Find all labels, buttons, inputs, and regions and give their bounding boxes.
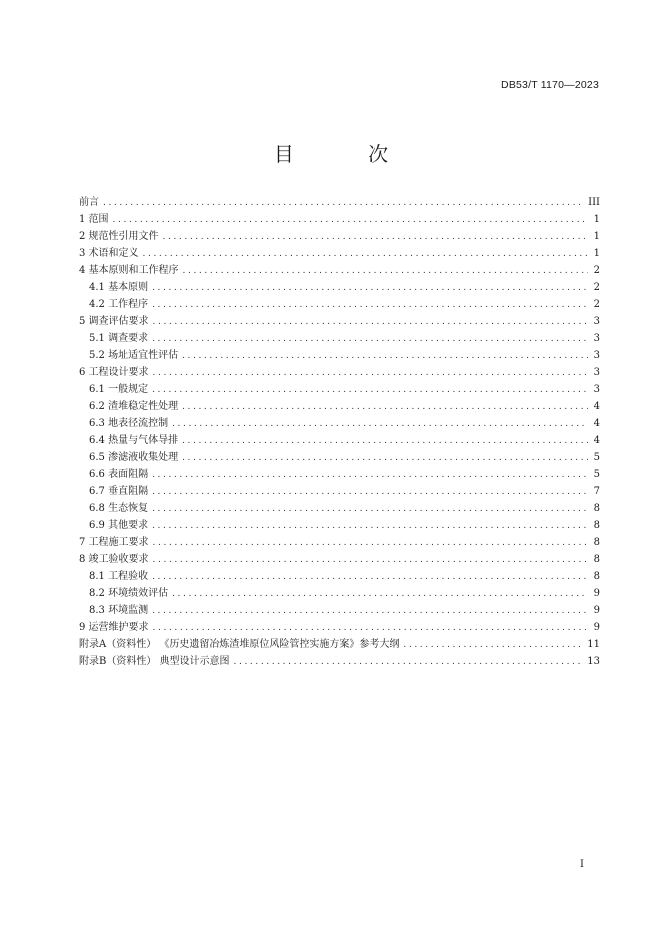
- toc-entry-page: 9: [593, 605, 600, 616]
- toc-entry-label: 8.1 工程验收: [89, 571, 149, 582]
- toc-entry[interactable]: [79, 398, 600, 415]
- toc-dot-leader: [103, 195, 584, 212]
- toc-dot-leader: [143, 246, 588, 263]
- toc-entry[interactable]: [79, 296, 600, 313]
- toc-entry[interactable]: [79, 211, 600, 228]
- toc-entry-page: 2: [593, 265, 600, 276]
- toc-entry-label: 6.3 地表径流控制: [89, 418, 169, 429]
- toc-entry-label: 1 范围: [79, 214, 109, 225]
- toc-entry-page: 8: [593, 503, 600, 514]
- toc-entry-label: 4 基本原则和工作程序: [79, 265, 179, 276]
- toc-entry[interactable]: [79, 415, 600, 432]
- toc-dot-leader: [153, 552, 588, 569]
- toc-dot-leader: [163, 229, 588, 246]
- toc-entry-page: 2: [593, 299, 600, 310]
- toc-entry-page: 5: [593, 452, 600, 463]
- toc-entry[interactable]: [79, 330, 600, 347]
- toc-entry-label: 前言: [79, 197, 99, 208]
- toc-entry-page: 3: [593, 316, 600, 327]
- toc-dot-leader: [152, 501, 588, 518]
- toc-entry[interactable]: [79, 636, 600, 653]
- document-number: DB53/T 1170—2023: [501, 79, 599, 91]
- toc-dot-leader: [172, 416, 588, 433]
- toc-entry[interactable]: [79, 381, 600, 398]
- toc-entry[interactable]: [79, 313, 600, 330]
- toc-entry-page: 2: [593, 282, 600, 293]
- toc-dot-leader: [153, 365, 588, 382]
- toc-entry-label: 7 工程施工要求: [79, 537, 149, 548]
- toc-entry-label: 6.9 其他要求: [89, 520, 149, 531]
- toc-dot-leader: [234, 654, 584, 671]
- toc-entry-label: 4.2 工作程序: [89, 299, 149, 310]
- toc-entry[interactable]: [79, 517, 600, 534]
- toc-entry[interactable]: [79, 449, 600, 466]
- toc-entry[interactable]: [79, 534, 600, 551]
- page-number: I: [580, 859, 584, 870]
- toc-entry-label: 8.3 环境监测: [89, 605, 149, 616]
- toc-entry[interactable]: [79, 619, 600, 636]
- toc-entry-page: III: [588, 197, 600, 208]
- toc-entry-label: 5.1 调查要求: [89, 333, 149, 344]
- toc-entry[interactable]: [79, 500, 600, 517]
- toc-entry-page: 4: [593, 418, 600, 429]
- toc-entry[interactable]: [79, 262, 600, 279]
- toc-entry[interactable]: [79, 602, 600, 619]
- page-title: 目 次: [273, 142, 423, 166]
- toc-dot-leader: [153, 535, 588, 552]
- toc-entry[interactable]: [79, 347, 600, 364]
- toc-entry-page: 7: [593, 486, 600, 497]
- toc-entry-label: 8.2 环境绩效评估: [89, 588, 169, 599]
- toc-entry-label: 4.1 基本原则: [89, 282, 149, 293]
- toc-entry-page: 8: [593, 554, 600, 565]
- toc-entry-page: 1: [593, 248, 600, 259]
- toc-dot-leader: [182, 450, 588, 467]
- toc-entry-page: 3: [593, 384, 600, 395]
- toc-entry-page: 3: [593, 333, 600, 344]
- toc-dot-leader: [152, 382, 588, 399]
- toc-entry-page: 3: [593, 350, 600, 361]
- toc-entry-page: 3: [593, 367, 600, 378]
- toc-entry-label: 9 运营维护要求: [79, 622, 149, 633]
- toc-entry-label: 8 竣工验收要求: [79, 554, 149, 565]
- toc-entry-page: 8: [593, 537, 600, 548]
- toc-entry[interactable]: [79, 653, 600, 670]
- toc-entry-label: 6.7 垂直阻隔: [89, 486, 149, 497]
- toc-entry-page: 11: [587, 639, 600, 650]
- toc-dot-leader: [172, 586, 588, 603]
- toc-dot-leader: [152, 484, 588, 501]
- toc-entry-label: 6 工程设计要求: [79, 367, 149, 378]
- toc-dot-leader: [153, 314, 588, 331]
- toc-entry[interactable]: [79, 228, 600, 245]
- toc-entry[interactable]: [79, 279, 600, 296]
- toc-dot-leader: [113, 212, 588, 229]
- toc-entry-label: 6.5 渗滤液收集处理: [89, 452, 179, 463]
- toc-entry-label: 5.2 场址适宜性评估: [89, 350, 179, 361]
- toc-entry-label: 3 术语和定义: [79, 248, 139, 259]
- toc-entry-label: 附录A（资料性） 《历史遗留冶炼渣堆原位风险管控实施方案》参考大纲: [79, 639, 400, 650]
- toc-entry-page: 1: [593, 231, 600, 242]
- toc-entry-label: 6.1 一般规定: [89, 384, 149, 395]
- toc-entry-label: 2 规范性引用文件: [79, 231, 159, 242]
- toc-entry-page: 8: [593, 520, 600, 531]
- toc-entry-page: 13: [587, 656, 600, 667]
- toc-dot-leader: [182, 348, 588, 365]
- toc-entry[interactable]: [79, 364, 600, 381]
- toc-entry-page: 9: [593, 622, 600, 633]
- toc-entry-label: 6.6 表面阻隔: [89, 469, 149, 480]
- toc-dot-leader: [153, 620, 588, 637]
- toc-entry[interactable]: [79, 432, 600, 449]
- toc-dot-leader: [152, 603, 588, 620]
- toc-dot-leader: [182, 433, 588, 450]
- toc-entry-label: 6.4 热量与气体导排: [89, 435, 179, 446]
- toc-dot-leader: [152, 569, 588, 586]
- toc-entry-page: 9: [593, 588, 600, 599]
- toc-entry-label: 6.8 生态恢复: [89, 503, 149, 514]
- toc-entry[interactable]: [79, 568, 600, 585]
- toc-entry-label: 附录B（资料性） 典型设计示意图: [79, 656, 230, 667]
- toc-dot-leader: [152, 331, 588, 348]
- table-of-contents: [79, 194, 600, 670]
- toc-dot-leader: [403, 637, 583, 654]
- toc-dot-leader: [152, 518, 588, 535]
- toc-entry[interactable]: [79, 585, 600, 602]
- toc-entry-page: 1: [593, 214, 600, 225]
- toc-entry[interactable]: [79, 466, 600, 483]
- toc-entry[interactable]: [79, 551, 600, 568]
- toc-entry[interactable]: [79, 483, 600, 500]
- toc-entry-page: 8: [593, 571, 600, 582]
- toc-dot-leader: [183, 263, 588, 280]
- toc-entry-label: 5 调查评估要求: [79, 316, 149, 327]
- toc-entry-page: 4: [593, 401, 600, 412]
- toc-dot-leader: [152, 467, 588, 484]
- toc-dot-leader: [152, 297, 588, 314]
- toc-dot-leader: [182, 399, 588, 416]
- toc-entry-page: 4: [593, 435, 600, 446]
- toc-entry[interactable]: [79, 194, 600, 211]
- toc-entry[interactable]: [79, 245, 600, 262]
- toc-entry-page: 5: [593, 469, 600, 480]
- toc-entry-label: 6.2 渣堆稳定性处理: [89, 401, 179, 412]
- toc-dot-leader: [152, 280, 588, 297]
